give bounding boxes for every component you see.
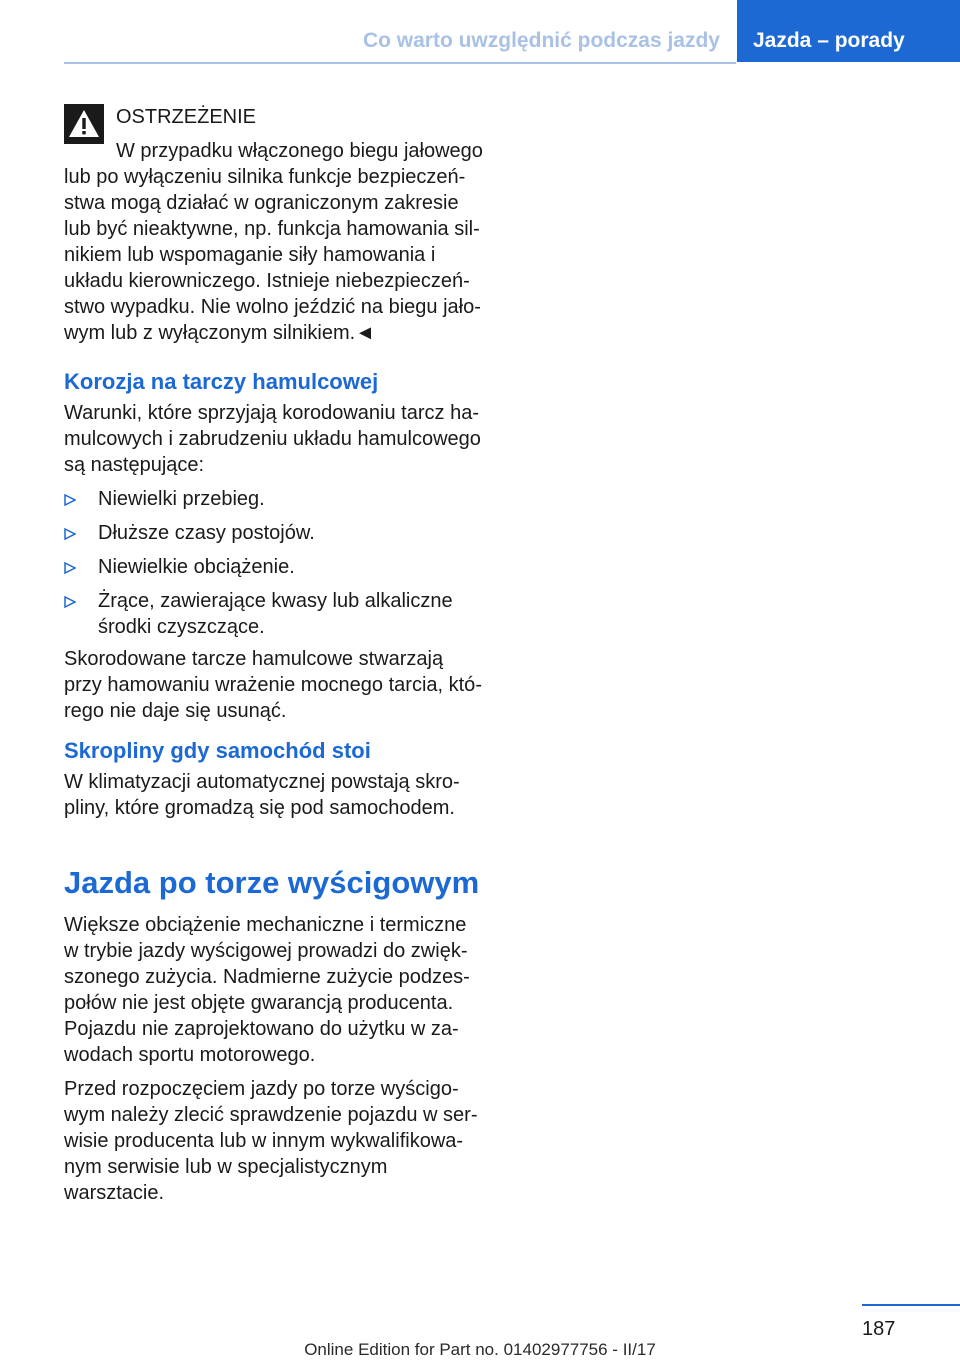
- condensate-text: W klimatyzacji automatycznej powstają skropliny, które gromadzą się pod samochodem.: [64, 771, 460, 819]
- triangle-bullet-icon: [64, 562, 76, 574]
- triangle-bullet-icon: [64, 528, 76, 540]
- racetrack-heading: Jazda po torze wyścigowym: [64, 865, 480, 900]
- section-title: Co warto uwzględnić podczas jazdy: [362, 29, 720, 52]
- triangle-bullet-icon: [64, 494, 76, 506]
- racetrack-paragraph-2: Przed rozpoczęciem jazdy po torze wyścigowym należy zlecić sprawdzenie pojazdu w serwisie producenta lub w innym wykwalifikowanym serwisie lub w specjalistycznym warsztacie.: [64, 1078, 478, 1204]
- corrosion-outro: Skorodowane tarcze hamulcowe stwarzają przy hamowaniu wrażenie mocnego tarcia, którego nie daje się usunąć.: [64, 648, 482, 722]
- corrosion-intro: Warunki, które sprzyjają korodowaniu tarcz hamulcowych i zabrudzeniu układu hamulcowego są następujące:: [64, 402, 481, 476]
- page-number: 187: [862, 1318, 896, 1340]
- list-item: [64, 486, 484, 512]
- warning-title: OSTRZEŻENIE: [116, 106, 257, 128]
- list-item-text: Niewielkie obciążenie.: [98, 556, 295, 578]
- footer-edition: Online Edition for Part no. 01402977756 - II/17: [304, 1340, 656, 1359]
- list-item: [64, 588, 484, 640]
- list-item-text: Niewielki przebieg.: [98, 488, 265, 510]
- corrosion-heading: Korozja na tarczy hamulcowej: [64, 369, 379, 394]
- warning-text: W przypadku włączonego biegu jałowego lub po wyłączeniu silnika funkcje bezpieczeństwa mogą działać w ograniczonym zakresie lub być nieaktywne, np. funkcja hamowania silnikiem lub wspomaganie siły hamowania i układu kierowniczego. Istnieje niebezpieczeństwo wypadku. Nie wolno jeździć na biegu jałowym lub z wyłączonym silnikiem.◄: [64, 140, 483, 344]
- chapter-tab-label: Jazda – porady: [753, 29, 905, 52]
- list-item-text: Żrące, zawierające kwasy lub alkaliczne środki czyszczące.: [98, 590, 453, 638]
- condensate-section: [64, 737, 484, 821]
- list-item-text: Dłuższe czasy postojów.: [98, 522, 315, 544]
- racetrack-section: [64, 864, 484, 1206]
- triangle-bullet-icon: [64, 596, 76, 608]
- list-item: [64, 520, 484, 546]
- header-section-bar: [64, 0, 736, 64]
- list-item: [64, 554, 484, 580]
- page-number-rule: [862, 1304, 960, 1306]
- chapter-tab: [737, 0, 960, 62]
- condensate-heading: Skropliny gdy samochód stoi: [64, 738, 371, 763]
- corrosion-section: [64, 368, 484, 724]
- racetrack-paragraph-1: Większe obciążenie mechaniczne i termiczne w trybie jazdy wyścigowej prowadzi do zwiększonego zużycia. Nadmierne zużycie podzespołów nie jest objęte gwarancją producenta. Pojazdu nie zaprojektowano do użytku w zawodach sportu motorowego.: [64, 914, 470, 1066]
- corrosion-list: [64, 486, 484, 640]
